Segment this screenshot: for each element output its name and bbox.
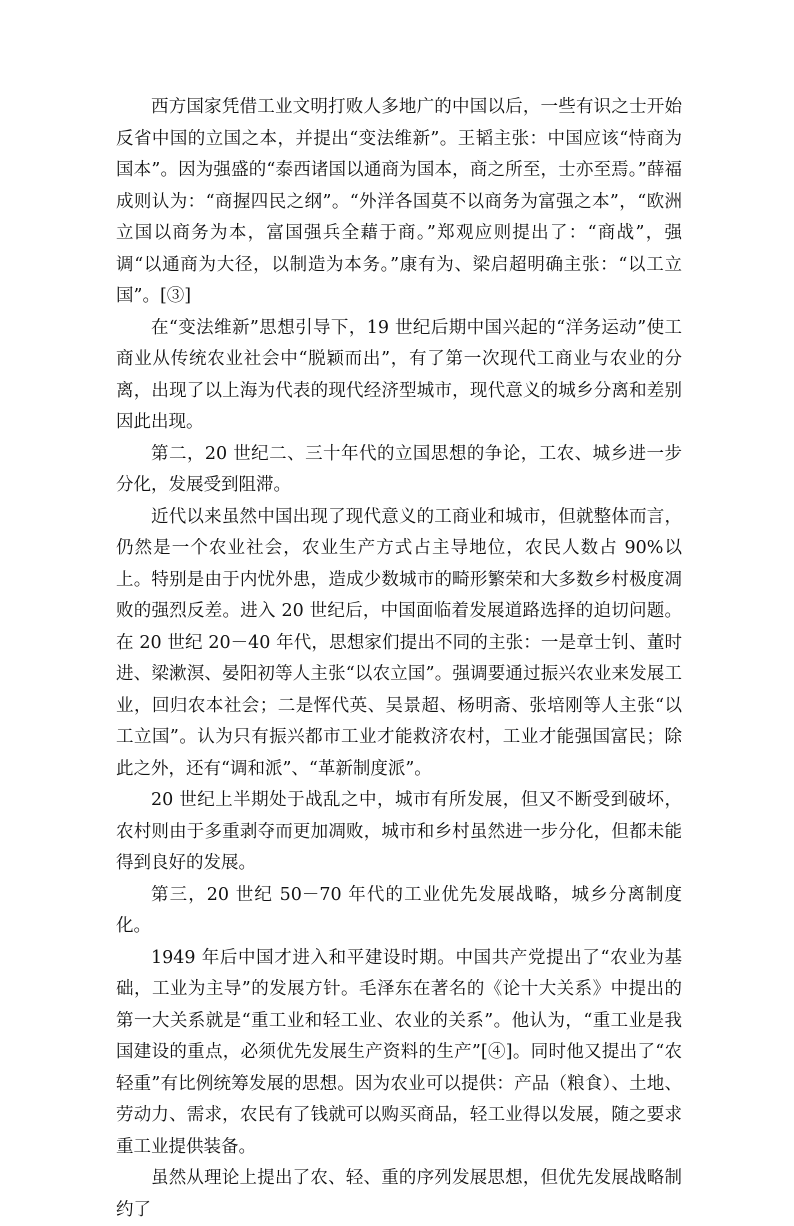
paragraph-2: 在“变法维新”思想引导下，19 世纪后期中国兴起的“洋务运动”使工商业从传统农业社会中“脱颖而出”，有了第一次现代工商业与农业的分离，出现了以上海为代表的现代经济型城市，现代意义的城乡分离和差别因此出现。 xyxy=(116,317,682,432)
paragraph-5: 1949 年后中国才进入和平建设时期。中国共产党提出了“农业为基础，工业为主导”的发展方针。毛泽东在著名的《论十大关系》中提出的第一大关系就是“重工业和轻工业、农业的关系”。他认为，“重工业是我国建设的重点，必须优先发展生产资料的生产”[④]。同时他又提出了“农轻重”有比例统筹发展的思想。因为农业可以提供：产品（粮食）、土地、劳动力、需求，农民有了钱就可以购买商品，轻工业得以发展，随之要求重工业提供装备。 xyxy=(116,947,682,1157)
section-heading-3: 第三，20 世纪 50－70 年代的工业优先发展战略，城乡分离制度化。 xyxy=(116,884,682,936)
paragraph-6: 虽然从理论上提出了农、轻、重的序列发展思想，但优先发展战略制约了 xyxy=(116,1168,682,1220)
paragraph-3: 近代以来虽然中国出现了现代意义的工商业和城市，但就整体而言，仍然是一个农业社会，农业生产方式占主导地位，农民人数占 90%以上。特别是由于内忧外患，造成少数城市的畸形繁荣和大多数乡村极度凋败的强烈反差。进入 20 世纪后，中国面临着发展道路选择的迫切问题。在 20 世纪 20－40 年代，思想家们提出不同的主张：一是章士钊、董时进、梁漱溟、晏阳初等人主张“以农立国”。强调要通过振兴农业来发展工业，回归农本社会；二是恽代英、吴景超、杨明斋、张培刚等人主张“以工立国”。认为只有振兴都市工业才能救济农村，工业才能强国富民；除此之外，还有“调和派”、“革新制度派”。 xyxy=(116,506,682,779)
section-heading-2: 第二，20 世纪二、三十年代的立国思想的争论，工农、城乡进一步分化，发展受到阻滞。 xyxy=(116,443,682,495)
paragraph-1: 西方国家凭借工业文明打败人多地广的中国以后，一些有识之士开始反省中国的立国之本，并提出“变法维新”。王韬主张：中国应该“恃商为国本”。因为强盛的“泰西诸国以通商为国本，商之所至，士亦至焉。”薛福成则认为：“商握四民之纲”。“外洋各国莫不以商务为富强之本”，“欧洲立国以商务为本，富国强兵全藉于商。”郑观应则提出了：“商战”，强调“以通商为大径，以制造为本务。”康有为、梁启超明确主张：“以工立国”。[③] xyxy=(116,97,682,306)
document-body xyxy=(116,92,682,1226)
paragraph-4: 20 世纪上半期处于战乱之中，城市有所发展，但又不断受到破坏，农村则由于多重剥夺而更加凋败，城市和乡村虽然进一步分化，但都未能得到良好的发展。 xyxy=(116,790,682,873)
